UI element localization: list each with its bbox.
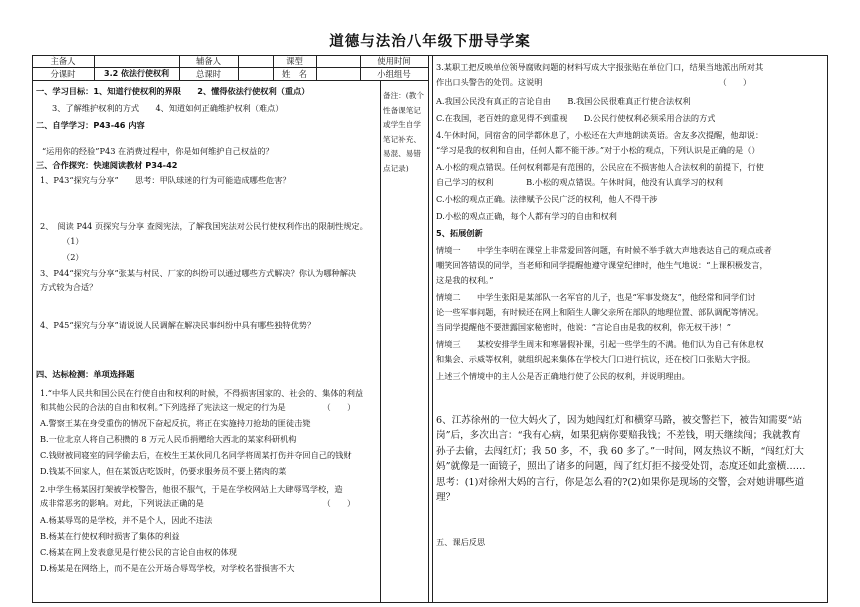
total-periods-label: 总课时 — [195, 69, 222, 79]
goal-line: 3、了解维护权利的方式 4、知道如何正确维护权利（难点） — [52, 103, 284, 113]
explore-heading: 三、合作探究：快速阅读教材 P34-42 — [36, 160, 178, 170]
q2-option-a: A.杨某辱骂的是学校，并不是个人，因此不违法 — [40, 515, 213, 525]
scenario-question: 上述三个情境中的主人公是否正确地行使了公民的权利，并说明理由。 — [436, 371, 690, 381]
explore-question-4: 4、P45“探究与分享”请说说人民调解在解决民事纠纷中具有哪些独特优势？ — [40, 320, 316, 330]
q4-option-a-cont: 自己学习的权利 B.小松的观点错误。午休时间，他没有认真学习的权利 — [436, 177, 723, 187]
page-divider-double — [432, 55, 433, 603]
q1-option-a: A.警察王某在身受重伤的情况下奋起反抗，将正在实施持刀抢劫的匪徒击毙 — [40, 418, 311, 428]
scenario-3: 情境三 某校安排学生周末和寒暑假补课，引起一些学生的不满。他们认为自己有休息权 — [436, 339, 764, 349]
header-col — [316, 55, 317, 80]
q4-option-a: A.小松的观点错误。任何权利都是有范围的，公民应在不损害他人合法权利的前提下，行使 — [436, 162, 764, 172]
scenario-2-cont: 论一些军事问题，有时候还在网上和陌生人聊父亲所在部队的地理位置、部队调配等情况。 — [436, 307, 764, 317]
page-divider — [428, 55, 429, 603]
q1-option-d: D.钱某不回家人，但在某饭店吃饭时，仍要求服务员不要上猪肉的菜 — [40, 466, 287, 476]
header-bottom — [32, 80, 428, 81]
goal-heading: 一、学习目标：1、知道行使权利的界限 2、懂得依法行使权利（重点） — [36, 86, 310, 96]
name-label: 姓 名 — [281, 69, 308, 79]
self-study-heading: 二、自学学习：P43-46 内容 — [36, 120, 145, 130]
scenario-1-cont2: 这是我的权利。” — [436, 275, 494, 285]
scenario-1-cont: 嘲笑回答错误的同学，当老师和同学提醒他遵守课堂纪律时，他生气地说：“上课积极发言， — [436, 260, 768, 270]
q4-option-d: D.小松的观点正确，每个人都有学习的自由和权利 — [436, 211, 617, 221]
border-left — [32, 55, 33, 603]
scenario-2: 情境二 中学生张阳是某部队一名军官的儿子，也是“军事发烧友”，他经常和同学们讨 — [436, 292, 756, 302]
answer-slot-2: （2） — [62, 252, 84, 262]
explore-question-1: 1、P43“探究与分享” 思考：甲队球迷的行为可能造成哪些危害？ — [40, 175, 291, 185]
worksheet — [32, 55, 828, 603]
explore-question-3-cont: 方式较为合适？ — [40, 282, 98, 292]
q2-option-d: D.杨某是在网络上，而不是在公开场合辱骂学校，对学校名誉损害不大 — [40, 563, 295, 573]
note-column-divider — [380, 80, 381, 603]
use-time-label: 使用时间 — [377, 56, 411, 66]
q2-option-c: C.杨某在网上发表意见是行使公民的言论自由权的体现 — [40, 547, 237, 557]
scenario-1: 情境一 中学生李明在课堂上非常爱回答问题，有时候不举手就大声地表达自己的观点或者 — [436, 245, 772, 255]
reflection-heading: 五、课后反思 — [436, 537, 486, 547]
experience-question: “运用你的经验”P43 在消费过程中，你是如何维护自己权益的？ — [42, 146, 274, 156]
side-note: 备注：(教个性备课笔记或学生自学笔记补充、易混、易错点记录) — [383, 91, 424, 173]
q6-case: 6、江苏徐州的一位大妈火了，因为她闯红灯和横穿马路，被交警拦下，被告知需要“站岗”后，多次出言：“我有心病，如果犯病你要赔我钱；不差钱，明天继续闯；我就教育孙子去偷，去闯红灯；我 50 多，不，我 60 多了。”一时间，网友热议不断，“闯红灯大妈”就像是一面镜子，照出了诸多的问题，闯了红灯拒不接受处罚，态度还如此蛮横……思考：(1)对徐州大妈的言行，你是怎么看的?(2)如果你是现场的交警，会对她讲哪些道理？ — [436, 415, 806, 504]
extension-heading: 5、拓展创新 — [436, 228, 483, 238]
q4-option-c: C.小松的观点正确。法律赋予公民广泛的权利，他人不得干涉 — [436, 194, 658, 204]
border-bottom — [32, 602, 828, 603]
course-type-label: 课型 — [286, 56, 303, 66]
period-label: 分课时 — [50, 69, 76, 79]
q1-option-c: C.钱财被同寝室的同学偷去后，在校生王某伙同几名同学将周某打伤并夺回自己的钱财 — [40, 450, 352, 460]
test-heading: 四、达标检测：单项选择题 — [36, 369, 135, 379]
border-top — [32, 55, 828, 56]
q3-options-cd: C.在我国，老百姓的意见得不到重视 D.公民行使权利必须采用合法的方式 — [436, 113, 716, 123]
q2-stem-cont: 成非常恶劣的影响。对此，下列说法正确的是 （ ） — [40, 498, 356, 508]
q1-stem-cont: 和其他公民的合法的自由和权利。”下列选择了宪法这一规定的行为是 （ ） — [40, 402, 356, 412]
answer-slot-1: （1） — [62, 236, 84, 246]
q3-stem-cont: 作出口头警告的处罚。这说明 （ ） — [436, 77, 752, 87]
q4-stem: 4.午休时间，同宿舍的同学都休息了，小松还在大声地朗读英语。舍友多次提醒，他却说： — [436, 130, 764, 140]
explore-question-3: 3、P44“探究与分享”张某与村民、厂家的纠纷可以通过哪些方式解决？你认为哪种解决 — [40, 268, 357, 278]
group-label: 小组组号 — [377, 69, 411, 79]
q1-stem: 1.“中华人民共和国公民在行使自由和权利的时候，不得损害国家的、社会的、集体的利益 — [40, 388, 364, 398]
q4-stem-cont: “学习是我的权利和自由，任何人都不能干涉。”对于小松的观点，下列认识是正确的是（） — [436, 145, 760, 155]
lesson-title: 3.2 依法行使权利 — [104, 69, 169, 78]
page-title: 道德与法治八年级下册导学案 — [329, 34, 531, 50]
scenario-2-cont2: 当同学提醒他不要泄露国家秘密时，他说：“言论自由是我的权利，你无权干涉！” — [436, 322, 731, 332]
assist-prep-label: 辅备人 — [195, 56, 222, 66]
q2-option-b: B.杨某在行使权利时损害了集体的利益 — [40, 531, 180, 541]
scenario-3-cont: 和集会、示威等权利，就组织起来集体在学校大门口进行抗议，还在校门口张贴大字报。 — [436, 354, 756, 364]
q1-option-b: B.一位北京人将自己积攒的 8 万元人民币捐赠给大西北的某家科研机构 — [40, 434, 297, 444]
q2-stem: 2.中学生杨某因打架被学校警告，他很不服气，于是在学校网站上大肆辱骂学校，造 — [40, 484, 343, 494]
header-col — [238, 55, 239, 80]
border-right — [827, 55, 828, 603]
explore-question-2: 2、 阅读 P44 页探究与分享 查阅宪法，了解我国宪法对公民行使权利作出的限制性规定。 — [40, 221, 368, 231]
main-prep-label: 主备人 — [50, 56, 76, 66]
q3-stem: 3.某职工把反映单位领导腐败问题的材料写成大字报张贴在单位门口，结果当地派出所对其 — [436, 62, 764, 72]
q3-options-ab: A.我国公民没有真正的言论自由 B.我国公民很难真正行使合法权利 — [436, 96, 691, 106]
